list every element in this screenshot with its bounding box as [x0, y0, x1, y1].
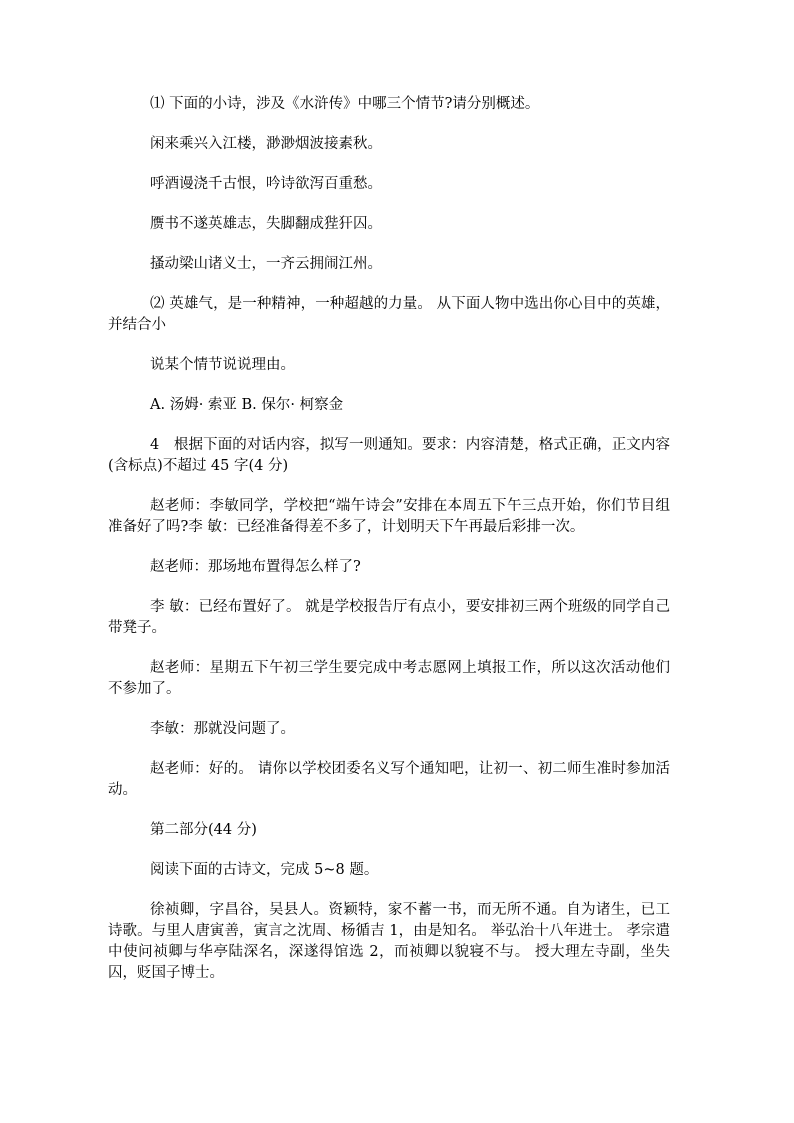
question-4-prompt: 4 根据下面的对话内容，拟写一则通知。要求：内容清楚，格式正确，正文内容(含标点)不超过 45 字(4 分): [108, 437, 670, 474]
poem-line-1: 闲来乘兴入江楼，渺渺烟波接素秋。: [150, 136, 382, 152]
dialogue-line-3: 李 敏：已经布置好了。 就是学校报告厅有点小，要安排初三两个班级的同学自己带凳子。: [108, 599, 670, 636]
dialogue-line-5: 李敏：那就没问题了。: [150, 721, 295, 737]
dialogue-line-2: 赵老师：那场地布置得怎么样了?: [150, 559, 361, 575]
poem-line-2: 呼酒谩浇千古恨，吟诗欲泻百重愁。: [150, 176, 382, 192]
poem-line-3: 赝书不遂英雄志，失脚翻成狴犴囚。: [150, 216, 382, 232]
document-body: [108, 94, 670, 1003]
dialogue-line-1: 赵老师：李敏同学，学校把“端午诗会”安排在本周五下午三点开始，你们节目组准备好了吗?李 敏：已经准备得差不多了，计划明天下午再最后彩排一次。: [108, 498, 670, 535]
dialogue-line-6: 赵老师：好的。 请你以学校团委名义写个通知吧，让初一、初二师生准时参加活动。: [108, 761, 670, 798]
dialogue-line-4: 赵老师：星期五下午初三学生要完成中考志愿网上填报工作，所以这次活动他们不参加了。: [108, 660, 670, 697]
question-2-options: A. 汤姆· 索亚 B. 保尔· 柯察金: [150, 397, 344, 413]
classical-passage: 徐祯卿，字昌谷，吴县人。资颖特，家不蓄一书，而无所不通。自为诸生，已工诗歌。与里人唐寅善，寅言之沈周、杨循吉 1，由是知名。 举弘治十八年进士。 孝宗遣中使问祯卿与华亭陆深名，深遂得馆选 2，而祯卿以貌寝不与。 授大理左寺副，坐失囚，贬国子博士。: [108, 902, 670, 981]
question-2-continuation: 说某个情节说说理由。: [150, 357, 295, 373]
question-2-prompt: ⑵ 英雄气，是一种精神，一种超越的力量。 从下面人物中选出你心目中的英雄，并结合小: [108, 296, 670, 333]
poem-line-4: 搔动梁山诸义士，一齐云拥闹江州。: [150, 256, 382, 272]
reading-instruction: 阅读下面的古诗文，完成 5~8 题。: [150, 862, 379, 878]
section-2-heading: 第二部分(44 分): [150, 822, 257, 838]
question-1-prompt: ⑴ 下面的小诗，涉及《水浒传》中哪三个情节?请分别概述。: [150, 96, 540, 112]
